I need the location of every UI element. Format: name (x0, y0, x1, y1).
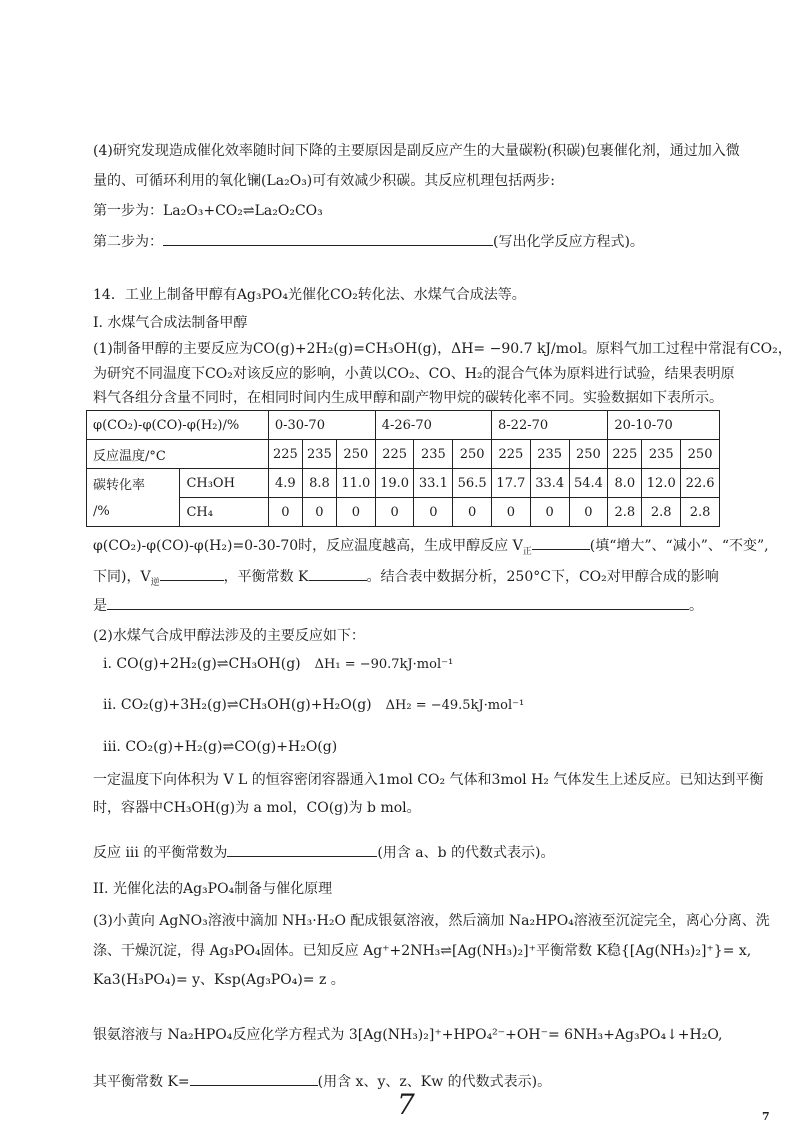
ch4-value: 0 (414, 498, 453, 527)
step2-suffix: (写出化学反应方程式)。 (493, 234, 644, 250)
ch3oh-value: 56.5 (453, 469, 492, 498)
temperature-label: 反应温度/°C (87, 440, 269, 469)
ch3oh-value: 22.6 (681, 469, 720, 498)
k-iii-suffix: (用含 a、b 的代数式表示)。 (377, 845, 555, 861)
ch4-value: 0 (453, 498, 492, 527)
ch3oh-value: 19.0 (375, 469, 414, 498)
temperature-cell: 235 (302, 440, 336, 469)
group-header: 8-22-70 (492, 411, 608, 440)
ch4-value: 0 (302, 498, 336, 527)
part2-intro: (2)水煤气合成甲醇法涉及的主要反应如下： (93, 628, 365, 644)
carbon-conversion-table (86, 410, 720, 527)
ch4-value: 2.8 (608, 498, 642, 527)
part4-step2 (93, 231, 644, 252)
reaction-iii: iii. CO₂(g)+H₂(g)⇌CO(g)+H₂O(g) (103, 739, 338, 755)
ch4-value: 0 (492, 498, 531, 527)
reaction-ii-equation: ii. CO₂(g)+3H₂(g)⇌CH₃OH(g)+H₂O(g) (103, 697, 372, 713)
ch3oh-value: 17.7 (492, 469, 531, 498)
ch3oh-value: 33.4 (530, 469, 569, 498)
ch4-value: 2.8 (681, 498, 720, 527)
p1-line3: 料气各组分含量不同时，在相同时间内生成甲醇和副产物甲烷的碳转化率不同。实验数据如下表所示。 (93, 390, 723, 406)
ch4-value: 2.8 (642, 498, 681, 527)
temperature-cell: 235 (642, 440, 681, 469)
ch4-value: 0 (530, 498, 569, 527)
part4-line1: (4)研究发现造成催化效率随时间下降的主要原因是副反应产生的大量碳粉(积碳)包裹催化剂，通过加入微 (93, 143, 740, 159)
conversion-label-bottom: /% (87, 498, 180, 527)
ch4-value: 0 (375, 498, 414, 527)
ch3oh-value: 11.0 (336, 469, 375, 498)
group-header: 20-10-70 (608, 411, 720, 440)
reverse-rate-text: 下同)，V (93, 569, 151, 585)
k-iii-question (93, 842, 554, 863)
conversion-label-top: 碳转化率 (87, 469, 180, 498)
v-forward-blank[interactable] (532, 535, 590, 550)
group-header: 0-30-70 (268, 411, 375, 440)
p3-line2: 涤、干燥沉淀，得 Ag₃PO₄固体。已知反应 Ag⁺+2NH₃⇌[Ag(NH₃)₂]⁺平衡常数 K稳{[Ag(NH₃)₂]⁺}= x, (93, 943, 752, 959)
part4-line2: 量的、可循环利用的氧化镧(La₂O₃)可有效减少积碳。其反应机理包括两步: (93, 173, 555, 189)
k-question (93, 1071, 551, 1092)
temperature-cell: 225 (492, 440, 531, 469)
p1-line1: (1)制备甲醇的主要反应为CO(g)+2H₂(g)=CH₃OH(g)，ΔH= −90.7 kJ/mol。原料气加工过程中常混有CO₂， (93, 341, 792, 357)
table-header-row (87, 411, 720, 440)
rate-question-text: φ(CO₂)-φ(CO)-φ(H₂)=0-30-70时，反应温度越高，生成甲醇反应 V (93, 538, 523, 554)
temperature-cell: 235 (414, 440, 453, 469)
p3-line1: (3)小黄向 AgNO₃溶液中滴加 NH₃·H₂O 配成银氨溶液，然后滴加 Na₂HPO₄溶液至沉淀完全，离心分离、洗 (93, 913, 770, 929)
section2-title: II. 光催化法的Ag₃PO₄制备与催化原理 (93, 881, 333, 897)
temperature-cell: 250 (569, 440, 608, 469)
ch3oh-value: 8.8 (302, 469, 336, 498)
step2-prefix: 第二步为： (93, 234, 163, 250)
p3-line3: Ka3(H₃PO₄)= y、Ksp(Ag₃PO₄)= z 。 (93, 972, 345, 988)
k-prefix: 其平衡常数 K= (93, 1074, 190, 1090)
ch3oh-value: 8.0 (608, 469, 642, 498)
k-suffix: (用含 x、y、z、Kw 的代数式表示)。 (317, 1074, 552, 1090)
header-composition-label: φ(CO₂)-φ(CO)-φ(H₂)/% (87, 411, 269, 440)
q14-intro: 14．工业上制备甲醇有Ag₃PO₄光催化CO₂转化法、水煤气合成法等。 (93, 287, 526, 303)
part2-desc2: 时，容器中CH₃OH(g)为 a mol，CO(g)为 b mol。 (93, 800, 421, 816)
species-ch3oh: CH₃OH (180, 469, 268, 498)
reaction-ii (103, 697, 524, 713)
section1-title: I. 水煤气合成法制备甲醇 (93, 315, 248, 331)
temperature-row (87, 440, 720, 469)
ch3oh-row (87, 469, 720, 498)
ag-ammonia-equation: 银氨溶液与 Na₂HPO₄反应化学方程式为 3[Ag(NH₃)₂]⁺+HPO₄²⁻+OH⁻= 6NH₃+Ag₃PO₄↓+H₂O, (93, 1027, 723, 1043)
after-table-line2 (93, 566, 719, 593)
temperature-cell: 235 (530, 440, 569, 469)
k-answer-blank[interactable] (190, 1071, 318, 1086)
ch3oh-value: 12.0 (642, 469, 681, 498)
fill-hint: (填“增大”、“减小”、“不变”, (589, 538, 769, 554)
ch4-value: 0 (336, 498, 375, 527)
temperature-cell: 225 (375, 440, 414, 469)
k-change-blank[interactable] (309, 566, 367, 581)
temperature-cell: 225 (608, 440, 642, 469)
ch4-value: 0 (569, 498, 608, 527)
period: 。 (689, 598, 703, 614)
part2-desc1: 一定温度下向体积为 V L 的恒容密闭容器通入1mol CO₂ 气体和3mol H₂ 气体发生上述反应。已知达到平衡 (93, 772, 764, 788)
temperature-cell: 250 (453, 440, 492, 469)
page-number: 7 (397, 1088, 415, 1121)
temperature-cell: 250 (336, 440, 375, 469)
ch3oh-value: 54.4 (569, 469, 608, 498)
k-iii-blank[interactable] (227, 842, 377, 857)
k-iii-prefix: 反应 iii 的平衡常数为 (93, 845, 228, 861)
reaction-i-equation: i. CO(g)+2H₂(g)⇌CH₃OH(g) (103, 656, 301, 672)
co2-effect-blank[interactable] (107, 595, 689, 610)
reaction-i-enthalpy: ΔH₁ = −90.7kJ·mol⁻¹ (314, 657, 454, 672)
temperature-cell: 225 (268, 440, 302, 469)
corner-mark: 7 (762, 1110, 770, 1123)
effect-is-text: 是 (93, 598, 107, 614)
part4-step1: 第一步为：La₂O₃+CO₂⇌La₂O₂CO₃ (93, 203, 323, 219)
step2-answer-blank[interactable] (163, 231, 493, 246)
reaction-ii-enthalpy: ΔH₂ = −49.5kJ·mol⁻¹ (385, 698, 525, 713)
group-header: 4-26-70 (375, 411, 491, 440)
ch3oh-value: 33.1 (414, 469, 453, 498)
ch4-value: 0 (268, 498, 302, 527)
reverse-subscript: 逆 (150, 577, 160, 588)
p1-line2: 为研究不同温度下CO₂对该反应的影响，小黄以CO₂、CO、H₂的混合气体为原料进行试验，结果表明原 (93, 366, 735, 382)
temperature-cell: 250 (681, 440, 720, 469)
ch3oh-value: 4.9 (268, 469, 302, 498)
after-table-line1 (93, 535, 769, 562)
v-reverse-blank[interactable] (160, 566, 224, 581)
forward-subscript: 正 (522, 546, 532, 557)
after-table-line3 (93, 595, 703, 616)
ch4-row (87, 498, 720, 527)
reaction-i (103, 656, 453, 672)
species-ch4: CH₄ (180, 498, 268, 527)
equilibrium-k-text: ，平衡常数 K (223, 569, 309, 585)
co2-effect-text: 。结合表中数据分析，250°C下，CO₂对甲醇合成的影响 (366, 569, 719, 585)
